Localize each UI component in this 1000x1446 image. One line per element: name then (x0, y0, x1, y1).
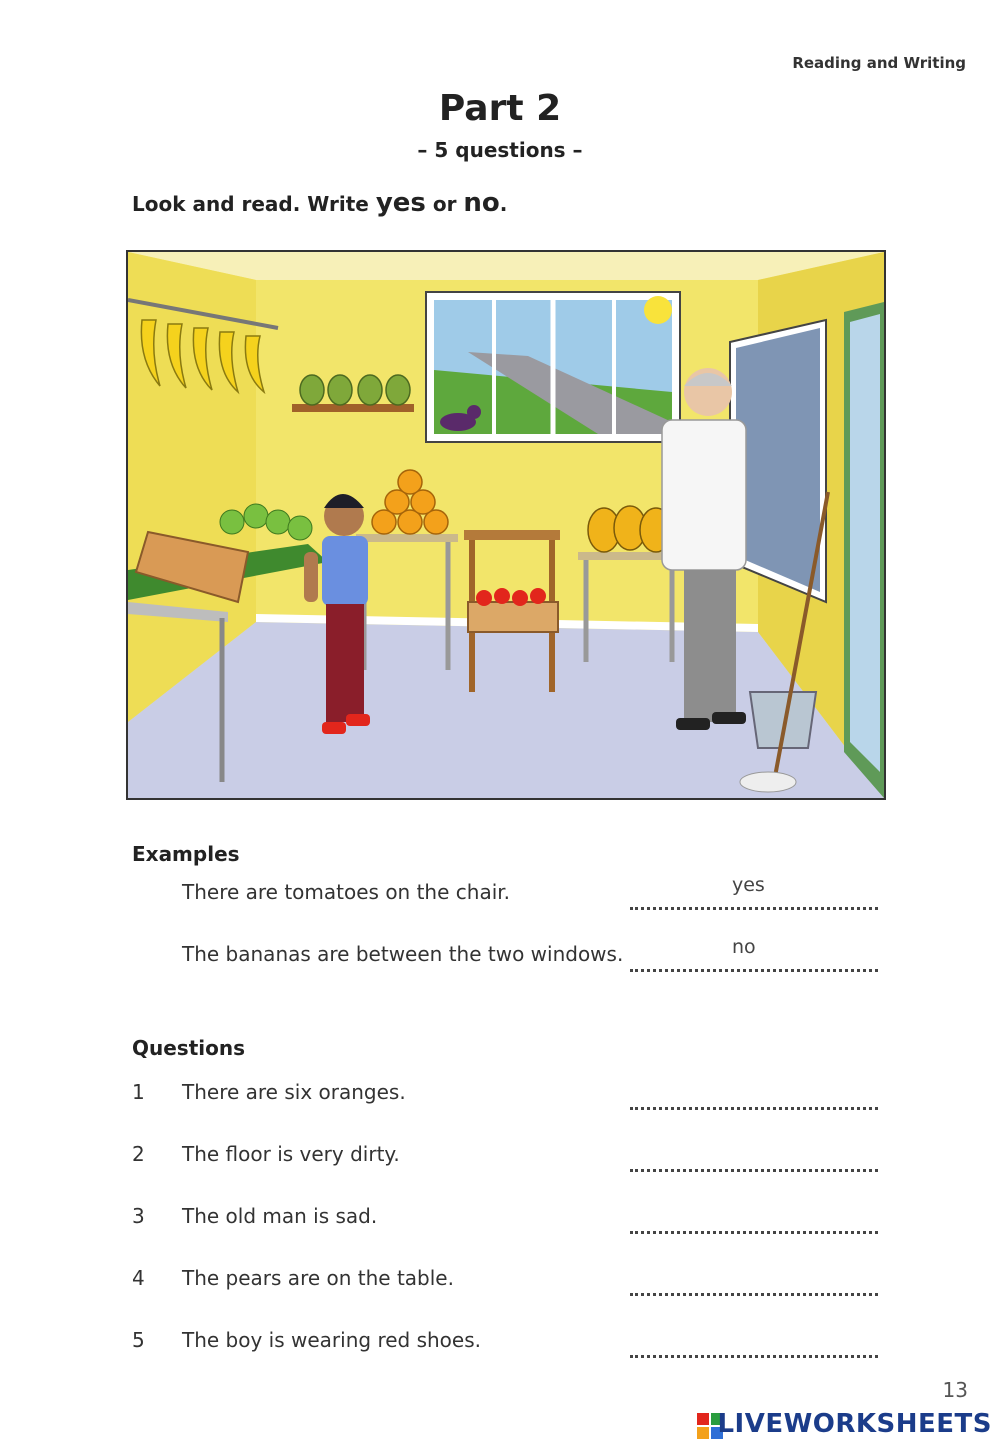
example-sentence: There are tomatoes on the chair. (182, 880, 510, 904)
page-subtitle: – 5 questions – (417, 138, 583, 162)
answer-input-1[interactable] (630, 1090, 878, 1110)
question-row (132, 1204, 892, 1244)
question-sentence: The pears are on the table. (182, 1266, 454, 1290)
example-row (132, 936, 892, 982)
instruction-lead: Look and read. Write (132, 192, 376, 216)
example-row (132, 874, 892, 920)
question-sentence: There are six oranges. (182, 1080, 406, 1104)
pineapples-icon (588, 506, 672, 552)
question-row (132, 1266, 892, 1306)
page-title: Part 2 (438, 88, 562, 129)
question-row (132, 1328, 892, 1368)
question-sentence: The old man is sad. (182, 1204, 378, 1228)
question-number: 2 (132, 1142, 145, 1166)
brand-name[interactable]: LIVEWORKSHEETS (717, 1409, 992, 1439)
instruction-end: . (499, 192, 508, 216)
instruction-or: or (425, 192, 464, 216)
question-number: 4 (132, 1266, 145, 1290)
question-number: 1 (132, 1080, 145, 1104)
question-row (132, 1080, 892, 1120)
question-sentence: The boy is wearing red shoes. (182, 1328, 481, 1352)
question-row (132, 1142, 892, 1182)
instruction-yes: yes (375, 188, 426, 218)
answer-input-3[interactable] (630, 1214, 878, 1234)
answer-input-4[interactable] (630, 1276, 878, 1296)
questions-heading: Questions (132, 1036, 246, 1060)
page-number: 13 (942, 1378, 968, 1402)
answer-input-2[interactable] (630, 1152, 878, 1172)
example-sentence: The bananas are between the two windows. (182, 942, 624, 966)
answer-input-5[interactable] (630, 1338, 878, 1358)
example-answer: no (732, 936, 756, 958)
shop-scene-svg (128, 252, 884, 798)
examples-heading: Examples (132, 842, 240, 866)
example-answer: yes (732, 874, 765, 896)
shop-scene-illustration (126, 250, 886, 800)
instruction-no: no (463, 188, 500, 218)
question-sentence: The floor is very dirty. (182, 1142, 400, 1166)
instruction (132, 188, 507, 218)
question-number: 3 (132, 1204, 145, 1228)
section-label: Reading and Writing (792, 54, 966, 72)
question-number: 5 (132, 1328, 145, 1352)
